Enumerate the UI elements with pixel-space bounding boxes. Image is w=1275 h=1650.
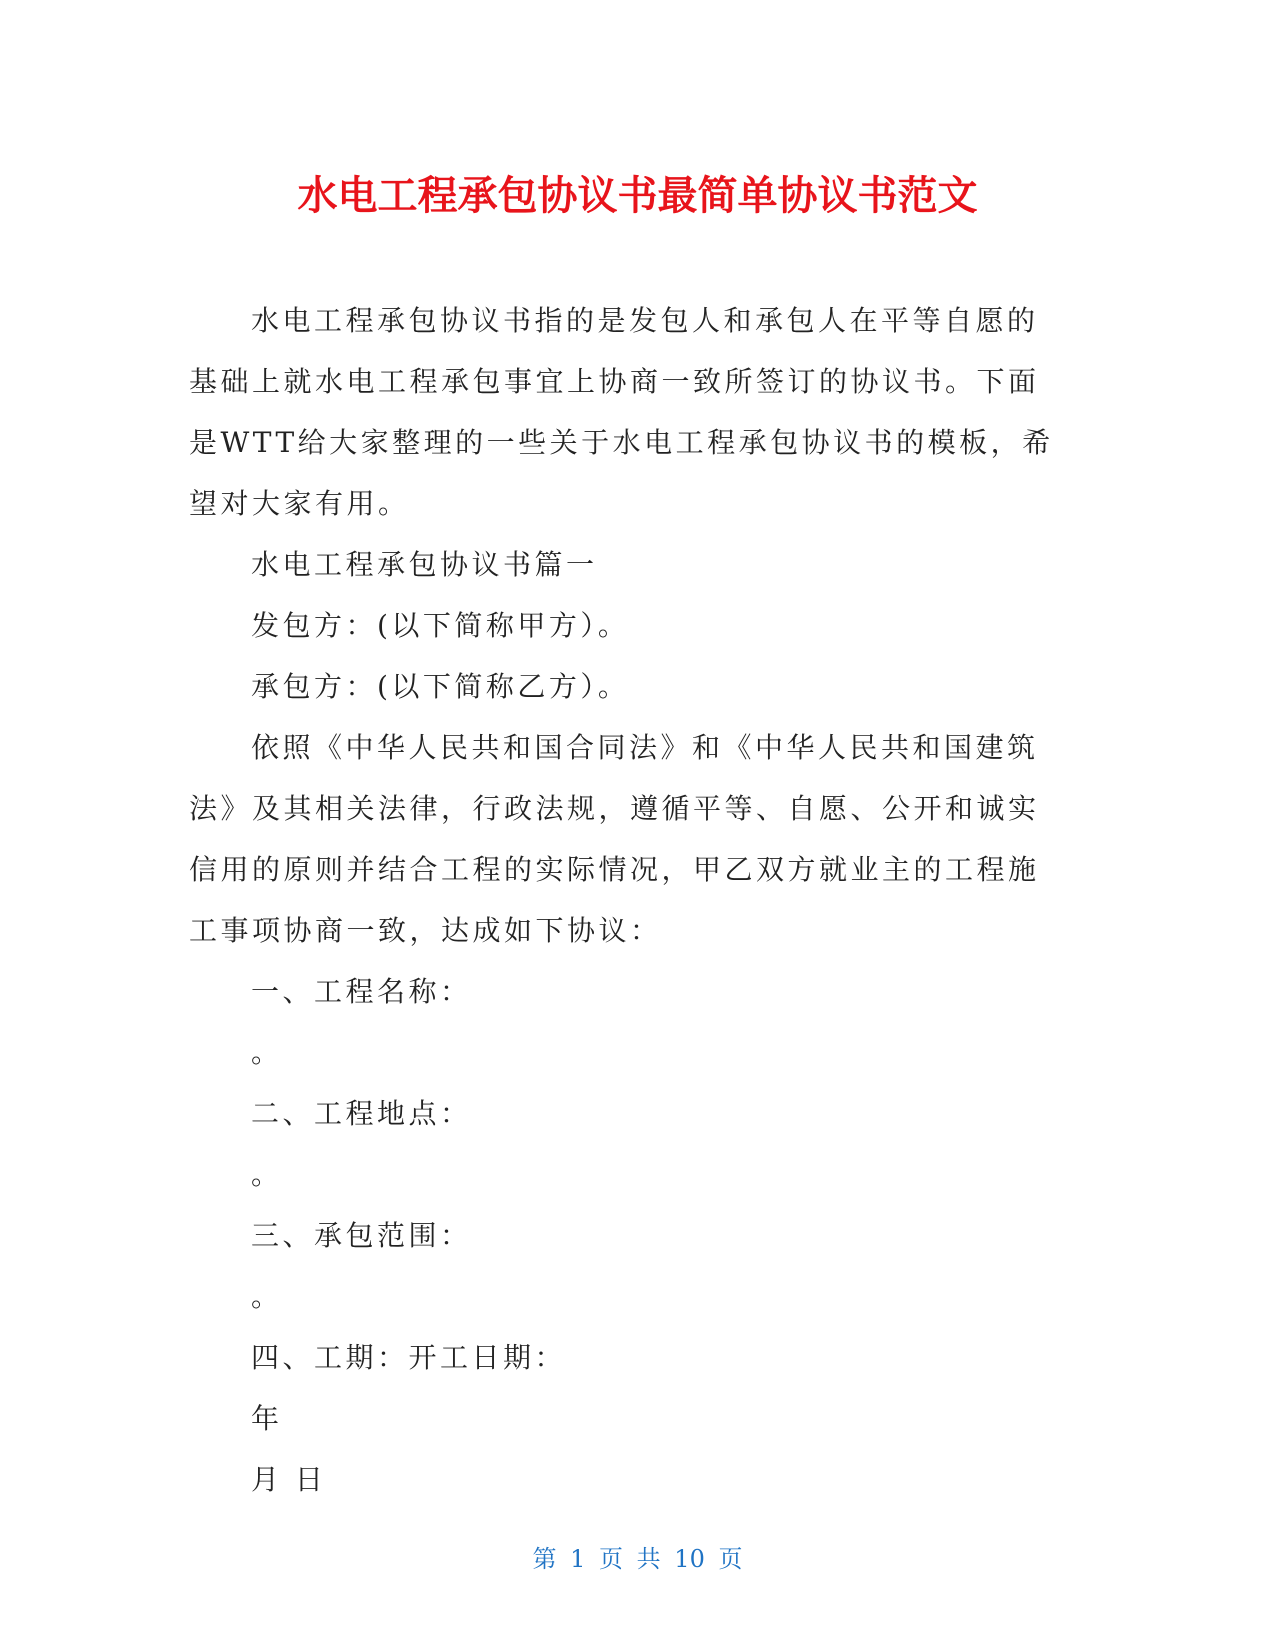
contractor-line: 承包方：(以下简称乙方）。: [251, 670, 630, 703]
page-number: 第 1 页 共 10 页: [532, 1545, 743, 1573]
intro-paragraph: 水电工程承包协议书指的是发包人和承包人在平等自愿的基础上就水电工程承包事宜上协商一致所签订的协议书。下面是WTT给大家整理的一些关于水电工程承包协议书的模板，希望对大家有用。: [189, 304, 1054, 520]
clause-project-name: 一、工程名称：: [251, 975, 472, 1008]
document-body: [189, 290, 1069, 1510]
clause-project-location: 二、工程地点：: [251, 1097, 472, 1130]
clause-scope: 三、承包范围：: [251, 1219, 472, 1252]
date-year: 年: [251, 1402, 283, 1435]
clause-blank: 。: [251, 1158, 283, 1191]
legal-basis-paragraph: 依照《中华人民共和国合同法》和《中华人民共和国建筑法》及其相关法律，行政法规，遵循平等、自愿、公开和诚实信用的原则并结合工程的实际情况，甲乙双方就业主的工程施工事项协商一致，达成如下协议：: [189, 731, 1040, 947]
section-heading: 水电工程承包协议书篇一: [251, 548, 598, 581]
clause-blank: 。: [251, 1036, 283, 1069]
contractor-issuer-line: 发包方：(以下简称甲方）。: [251, 609, 630, 642]
clause-duration: 四、工期：开工日期：: [251, 1341, 567, 1374]
clause-blank: 。: [251, 1280, 283, 1313]
date-month-day: 月 日: [251, 1463, 327, 1496]
document-title: 水电工程承包协议书最简单协议书范文: [297, 173, 978, 219]
